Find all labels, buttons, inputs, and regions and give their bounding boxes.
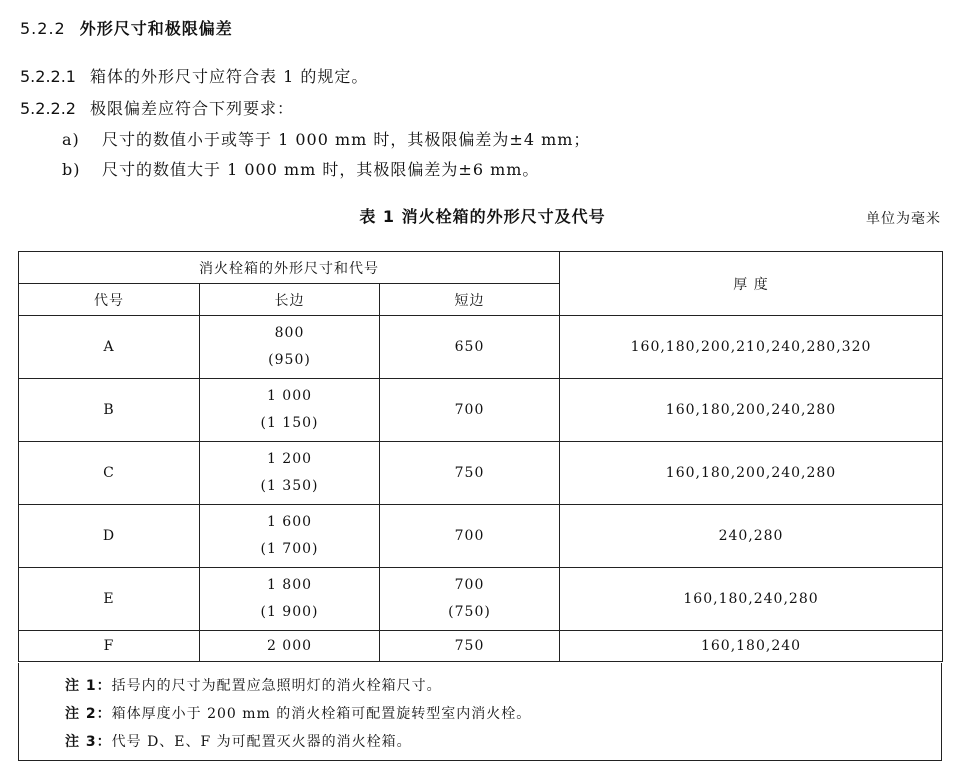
cell-thickness: 160,180,240,280 xyxy=(560,568,943,631)
cell-short-side: 650 xyxy=(380,316,560,379)
cell-short-side: 750 xyxy=(380,631,560,662)
list-item-b xyxy=(62,157,539,180)
header-thickness: 厚 度 xyxy=(560,252,943,316)
table-row xyxy=(19,316,943,379)
clause-5-2-2-1 xyxy=(20,64,368,87)
cell-short-side: 750 xyxy=(380,442,560,505)
header-code: 代号 xyxy=(19,284,200,316)
unit-label: 单位为毫米 xyxy=(866,211,941,227)
long-value: 1 000 xyxy=(266,388,313,404)
long-alt-value: (950) xyxy=(268,352,311,368)
long-alt-value: (1 150) xyxy=(260,415,319,431)
header-short-side: 短边 xyxy=(380,284,560,316)
cell-short-side: 700 xyxy=(380,505,560,568)
cell-thickness: 240,280 xyxy=(560,505,943,568)
long-alt-value: (1 700) xyxy=(260,541,319,557)
cell-long-side xyxy=(200,568,380,631)
short-alt-value: (750) xyxy=(448,604,491,620)
clause-text: 极限偏差应符合下列要求： xyxy=(89,99,294,118)
list-item-text: 尺寸的数值小于或等于 1 000 mm 时，其极限偏差为±4 mm； xyxy=(102,130,591,149)
list-item-label: b) xyxy=(62,160,81,179)
table-row xyxy=(19,631,943,662)
cell-short-side: 700 xyxy=(380,379,560,442)
note-text: 箱体厚度小于 200 mm 的消火栓箱可配置旋转型室内消火栓。 xyxy=(111,706,532,722)
cell-long-side xyxy=(200,316,380,379)
cell-code: A xyxy=(19,316,200,379)
table-row xyxy=(19,505,943,568)
note-label: 注 1： xyxy=(65,678,112,694)
section-heading xyxy=(20,16,233,39)
long-value: 1 800 xyxy=(266,577,313,593)
header-group-cell: 消火栓箱的外形尺寸和代号 xyxy=(19,252,560,284)
cell-code: E xyxy=(19,568,200,631)
dimensions-table xyxy=(18,251,943,662)
section-number: 5.2.2 xyxy=(20,19,66,38)
table-notes xyxy=(18,663,942,761)
cell-long-side: 2 000 xyxy=(200,631,380,662)
note-text: 括号内的尺寸为配置应急照明灯的消火栓箱尺寸。 xyxy=(111,678,442,694)
long-value: 1 200 xyxy=(266,451,313,467)
cell-long-side xyxy=(200,505,380,568)
cell-thickness: 160,180,240 xyxy=(560,631,943,662)
table-row xyxy=(19,568,943,631)
note-label: 注 2： xyxy=(65,706,112,722)
cell-thickness: 160,180,200,240,280 xyxy=(560,442,943,505)
cell-code: C xyxy=(19,442,200,505)
clause-text: 箱体的外形尺寸应符合表 1 的规定。 xyxy=(89,67,369,86)
clause-5-2-2-2 xyxy=(20,96,294,119)
cell-long-side xyxy=(200,442,380,505)
section-title: 外形尺寸和极限偏差 xyxy=(79,19,233,38)
cell-thickness: 160,180,200,240,280 xyxy=(560,379,943,442)
long-alt-value: (1 900) xyxy=(260,604,319,620)
note-1 xyxy=(65,675,442,695)
cell-code: D xyxy=(19,505,200,568)
clause-number: 5.2.2.2 xyxy=(20,99,76,118)
note-2 xyxy=(65,703,531,723)
cell-short-side xyxy=(380,568,560,631)
list-item-label: a) xyxy=(62,130,80,149)
table-header-row xyxy=(19,252,943,284)
table-title: 表 1 消火栓箱的外形尺寸及代号 xyxy=(359,207,606,226)
long-value: 800 xyxy=(274,325,305,341)
cell-thickness: 160,180,200,210,240,280,320 xyxy=(560,316,943,379)
note-3 xyxy=(65,731,412,751)
cell-long-side xyxy=(200,379,380,442)
note-text: 代号 D、E、F 为可配置灭火器的消火栓箱。 xyxy=(111,734,412,750)
long-alt-value: (1 350) xyxy=(260,478,319,494)
list-item-text: 尺寸的数值大于 1 000 mm 时，其极限偏差为±6 mm。 xyxy=(102,160,540,179)
cell-code: F xyxy=(19,631,200,662)
clause-number: 5.2.2.1 xyxy=(20,67,76,86)
short-value: 700 xyxy=(454,577,485,593)
list-item-a xyxy=(62,127,590,150)
table-row xyxy=(19,379,943,442)
note-label: 注 3： xyxy=(65,734,112,750)
header-long-side: 长边 xyxy=(200,284,380,316)
table-row xyxy=(19,442,943,505)
long-value: 1 600 xyxy=(266,514,313,530)
cell-code: B xyxy=(19,379,200,442)
